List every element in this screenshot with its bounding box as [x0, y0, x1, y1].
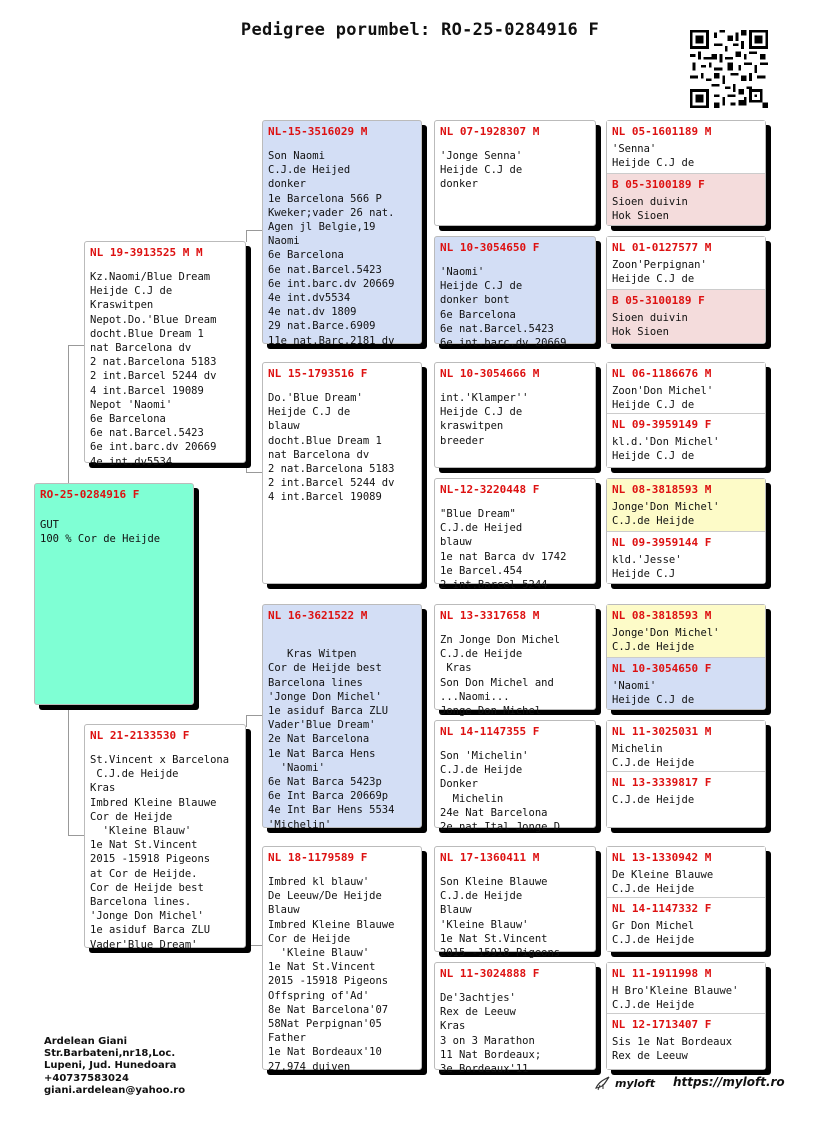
- gen4-text: 'Senna' Heijde C.J de: [612, 143, 695, 170]
- owner-email[interactable]: giani.ardelean@yahoo.ro: [44, 1084, 186, 1096]
- gen4-text: Jonge'Don Michel' C.J.de Heijde: [612, 627, 720, 654]
- gen4-ring: NL 11-3025031 M: [612, 725, 712, 738]
- gen4-ring: B 05-3100189 F: [612, 294, 705, 307]
- owner-name: Ardelean Giani: [44, 1036, 128, 1047]
- owner-address-line2: Lupeni, Jud. Hunedoara: [44, 1060, 177, 1072]
- maternal-granddam-ring: NL 18-1179589 F: [268, 851, 368, 864]
- page-title: Pedigree porumbel: RO-25-0284916 F: [240, 20, 600, 40]
- gen3-card[interactable]: [434, 962, 596, 1076]
- father-text: Kz.Naomi/Blue Dream Heijde C.J de Kraswitpen Nepot.Do.'Blue Dream docht.Blue Dream 1 nat Barcelona dv 2 nat.Barcelona 5183 2 int.Barcel 5244 dv 4 int.Barcel 19089 Nepot 'Naomi' 6e Barcelona 6e nat.Barcel.5423 6e int.barc.dv 20669 4e int.dv5534: [90, 271, 217, 468]
- qr-code-icon: [690, 30, 768, 108]
- maternal-granddam-text: Imbred kl blauw' De Leeuw/De Heijde Blauw Imbred Kleine Blauwe Cor de Heijde 'Kleine Blauw' 1e Nat St.Vincent 2015 -15918 Pigeons Offspring of'Ad' 8e Nat Barcelona'07 58Nat Perpignan'05 Father 1e Nat Bordeaux'10 27.974 duiven: [268, 876, 395, 1073]
- gen3-ring: NL-12-3220448 F: [440, 483, 540, 496]
- gen4-text: 'Naomi' Heijde C.J de: [612, 680, 695, 707]
- gen3-text: "Blue Dream" C.J.de Heijed blauw 1e nat Barca dv 1742 1e Barcel.454 2 int.Barcel 5244: [440, 508, 567, 592]
- gen3-ring: NL 10-3054666 M: [440, 367, 540, 380]
- gen4-ring: NL 10-3054650 F: [612, 662, 712, 675]
- connector-line: [246, 715, 263, 716]
- gen4-pair-card[interactable]: [606, 604, 766, 710]
- owner-phone: +40737583024: [44, 1072, 129, 1084]
- gen3-card[interactable]: [434, 846, 596, 960]
- gen3-card[interactable]: [434, 604, 596, 718]
- gen3-ring: NL 07-1928307 M: [440, 125, 540, 138]
- gen3-card[interactable]: [434, 362, 596, 468]
- maternal-grandsire-text: Kras Witpen Cor de Heijde best Barcelona lines 'Jonge Don Michel' 1e asiduf Barca ZLU Vader'Blue Dream' 2e Nat Barcelona 1e Nat Barca Hens 'Naomi' 6e Nat Barca 5423p 6e Int Barca 20669p 4e Int Bar Hens 5534 'Michelin': [268, 648, 395, 831]
- gen3-ring: NL 17-1360411 M: [440, 851, 540, 864]
- gen3-card[interactable]: [434, 478, 596, 592]
- myloft-logo: [594, 1074, 655, 1092]
- gen3-text: 'Jonge Senna' Heijde C.J de donker: [440, 150, 523, 191]
- mother-text: St.Vincent x Barcelona C.J.de Heijde Kras Imbred Kleine Blauwe Cor de Heijde 'Kleine Blauw' 1e Nat St.Vincent 2015 -15918 Pigeons at Cor de Heijde. Cor de Heijde best Barcelona lines. 'Jonge Don Michel' 1e asiduf Barca ZLU Vader'Blue Dream': [90, 754, 230, 951]
- mother-ring: NL 21-2133530 F: [90, 729, 190, 742]
- gen4-text: Zoon'Don Michel' Heijde C.J de: [612, 385, 714, 412]
- gen3-text: Son 'Michelin' C.J.de Heijde Donker Michelin 24e Nat Barcelona 2e nat Ital Jonge D: [440, 750, 561, 834]
- gen4-text: kl.d.'Don Michel' Heijde C.J de: [612, 436, 720, 463]
- gen4-pair-card[interactable]: [606, 846, 766, 952]
- gen3-text: 'Naomi' Heijde C.J de donker bont 6e Barcelona 6e nat.Barcel.5423 6e int.barc.dv 20669: [440, 266, 567, 350]
- gen4-ring: NL 09-3959149 F: [612, 418, 712, 431]
- gen4-pair-card[interactable]: [606, 478, 766, 584]
- owner-address-line1: Str.Barbateni,nr18,Loc.: [44, 1048, 176, 1060]
- gen4-text: Michelin C.J.de Heijde: [612, 743, 695, 770]
- paternal-grandsire-ring: NL-15-3516029 M: [268, 125, 368, 138]
- gen3-card[interactable]: [434, 120, 596, 226]
- father-card[interactable]: [84, 241, 246, 468]
- gen4-pair-card[interactable]: [606, 720, 766, 828]
- father-ring: NL 19-3913525 M M: [90, 246, 203, 259]
- gen4-text: Zoon'Perpignan' Heijde C.J de: [612, 259, 707, 286]
- subject-ring: RO-25-0284916 F: [40, 488, 140, 501]
- gen4-text: H Bro'Kleine Blauwe' C.J.de Heijde: [612, 985, 739, 1012]
- gen4-ring: NL 09-3959144 F: [612, 536, 712, 549]
- gen4-ring: NL 08-3818593 M: [612, 483, 712, 496]
- paternal-granddam-ring: NL 15-1793516 F: [268, 367, 368, 380]
- gen4-ring: NL 13-1330942 M: [612, 851, 712, 864]
- gen3-text: Son Kleine Blauwe C.J.de Heijde Blauw 'Kleine Blauw' 1e Nat St.Vincent 2015 -15918 Pigeons: [440, 876, 561, 960]
- maternal-grandsire-card[interactable]: [262, 604, 422, 831]
- gen4-ring: NL 06-1186676 M: [612, 367, 712, 380]
- gen4-ring: NL 01-0127577 M: [612, 241, 712, 254]
- connector-line: [246, 230, 247, 242]
- logo-text: myloft: [615, 1076, 656, 1090]
- pigeon-icon: [594, 1074, 612, 1092]
- gen4-ring: NL 13-3339817 F: [612, 776, 712, 789]
- paternal-granddam-card[interactable]: [262, 362, 422, 584]
- maternal-grandsire-ring: NL 16-3621522 M: [268, 609, 368, 622]
- maternal-granddam-card[interactable]: [262, 846, 422, 1073]
- website-link[interactable]: https://myloft.ro: [673, 1075, 785, 1089]
- gen3-ring: NL 11-3024888 F: [440, 967, 540, 980]
- connector-line: [246, 230, 263, 231]
- gen3-ring: NL 10-3054650 F: [440, 241, 540, 254]
- gen4-text: Gr Don Michel C.J.de Heijde: [612, 920, 695, 947]
- gen4-text: Jonge'Don Michel' C.J.de Heijde: [612, 501, 720, 528]
- gen3-text: int.'Klamper'' Heijde C.J de kraswitpen breeder: [440, 392, 529, 447]
- paternal-granddam-text: Do.'Blue Dream' Heijde C.J de blauw docht.Blue Dream 1 nat Barcelona dv 2 nat.Barcelona 5183 2 int.Barcel 5244 dv 4 int.Barcel 19089: [268, 392, 395, 504]
- gen3-text: De'3achtjes' Rex de Leeuw Kras 3 on 3 Marathon 11 Nat Bordeaux; 3e Bordeaux'11: [440, 992, 542, 1076]
- gen4-pair-card[interactable]: [606, 362, 766, 468]
- subject-text: GUT 100 % Cor de Heijde: [40, 519, 161, 546]
- gen3-card[interactable]: [434, 236, 596, 350]
- subject-card[interactable]: [34, 483, 194, 705]
- connector-line: [246, 945, 263, 946]
- connector-line: [246, 462, 247, 472]
- gen4-text: Sioen duivin Hok Sioen: [612, 312, 688, 339]
- gen3-ring: NL 14-1147355 F: [440, 725, 540, 738]
- paternal-grandsire-text: Son Naomi C.J.de Heijed donker 1e Barcelona 566 P Kweker;vader 26 nat. Agen jl Belgie,19 Naomi 6e Barcelona 6e nat.Barcel.5423 6e int.barc.dv 20669 4e int.dv5534 4e nat.dv 1809 29 nat.Barce.6909 11e nat.Barc.2181 dv: [268, 150, 395, 347]
- connector-line: [68, 345, 69, 485]
- paternal-grandsire-card[interactable]: [262, 120, 422, 347]
- gen4-ring: NL 12-1713407 F: [612, 1018, 712, 1031]
- gen4-ring: NL 05-1601189 M: [612, 125, 712, 138]
- gen4-ring: B 05-3100189 F: [612, 178, 705, 191]
- gen4-ring: NL 08-3818593 M: [612, 609, 712, 622]
- gen4-text: C.J.de Heijde: [612, 794, 695, 806]
- owner-contact: [44, 1036, 185, 1097]
- connector-line: [68, 700, 69, 835]
- connector-line: [246, 715, 247, 727]
- gen4-pair-card[interactable]: [606, 962, 766, 1070]
- mother-card[interactable]: [84, 724, 246, 951]
- gen3-ring: NL 13-3317658 M: [440, 609, 540, 622]
- gen3-card[interactable]: [434, 720, 596, 834]
- gen4-pair-card[interactable]: [606, 120, 766, 226]
- gen4-ring: NL 14-1147332 F: [612, 902, 712, 915]
- gen3-text: Zn Jonge Don Michel C.J.de Heijde Kras Son Don Michel and ...Naomi... Jonge Don Michel: [440, 634, 561, 718]
- gen4-text: kld.'Jesse' Heijde C.J: [612, 554, 682, 581]
- gen4-text: Sioen duivin Hok Sioen: [612, 196, 688, 223]
- gen4-pair-card[interactable]: [606, 236, 766, 344]
- gen4-ring: NL 11-1911998 M: [612, 967, 712, 980]
- gen4-text: De Kleine Blauwe C.J.de Heijde: [612, 869, 714, 896]
- gen4-text: Sis 1e Nat Bordeaux Rex de Leeuw: [612, 1036, 733, 1063]
- connector-line: [246, 472, 263, 473]
